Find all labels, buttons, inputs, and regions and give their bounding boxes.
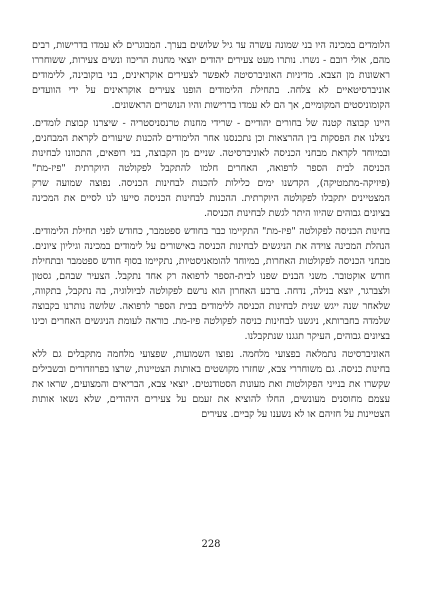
body-text — [32, 38, 390, 422]
paragraph: הלומדים במכינה היו בני שמונה עשרה עד גיל שלושים בערך. המבוגרים לא עמדו בדרישות, רבים מהם, אולי רובם - נשרו. נותרו מעט צעירים יהודים יוצאי מחנות הריכוז ונשים צעירות, ששוחררו ראשונות מן הצבא. מדיניות האוניברסיטה לאפשר לצעירים אוקראינים, בני בוקובינה, ללימודים אוניברסיטאיים לא צלחה. בתחילת הלימודים הופנו צעירים אוקראינים על ידי הוועדים הקומוניסטים המקומיים, אך הם לא עמדו בדרישות והיו הנושרים הראשונים. — [32, 40, 390, 111]
paragraph: האוניברסיטה נתמלאה בפצועי מלחמה. נפוצו השמועות, שפצועי מלחמה מתקבלים גם ללא בחינות כניסה. גם משוחררי צבא, שחזרו מקושטים באותות הצטיינות, שרצו בפרוזדורים ובשבילים שקשרו את בנייני הפקולטות ואת מעונות הסטודנטים. יוצאי צבא, הבריאים והמצועים, שראו את עצמם מחוסנים מעונשים, החלו להוציא את זעמם על צעירים היהודים, שלא נשאו אותות הצטיינות על חזיהם או לא נשענו על קביים. צעירים — [32, 349, 390, 420]
page-number: 228 — [201, 539, 221, 550]
paragraph: בחינות הכניסה לפקולטה "פיז-מת" התקיימו כבר בחודש ספטמבר, כחודש לפני תחילת הלימודים. הנהלת המכינה צוידה את הניגשים לבחינות הכניסה באישורים על לימודים במכינה וגיליון ציונים. מבחני הכניסה לפקולטות האחרות, במיוחד להומאניסטיות, נתקיימו בסוף חודש ספטמבר ובתחילת חודש אוקטובר. משני הבנים שפנו לבית-הספר לרפואה רק אחד נתקבל. הצעיר שבהם, גסטון ולצברגר, יוצא בנילה, נדחה. ברבע האחרון הוא נרשם לפקולטה לביולוגיה, בה נתקבל, בתקווה, שלאחר שנה ייגש שנית לבחינות הכניסה ללימודים בבית הספר לרפואה. שלושה נותרנו בקבוצה שלמדה בחברותא, ניגשנו לבחינות כניסה לפקולטה פיז-מת. כוראה לעומת הניגשים האחרים וכינו בציונים גבוהים, העיקר תגגנו שנתקבלנו. — [32, 226, 390, 342]
paragraph: היינו קבוצה קטנה של בחורים יהודיים - שרידי מחנות טרנסניסטריה - שיצרנו קבוצת לומדים. ניצלנו את הפסקות בין ההרצאות וכן נתכנסנו אחר הלימודים להכנות שיעורים לקראת המבחנים, ובמיוחד לקראת מבחני הכניסה לאוניברסיטה. שניים מן הקבוצה, בני רופאים, התכוונו לבחינות הכניסה לבית הספר לרפואה, האחרים חלמו להתקבל לפקולטה היוקרתית "פיז-מת" (פיזיקה-מתמטיקה), הקדשנו ימים כלילות להכנות לבחינות הכניסה. נפוצה שמועה שרק המצטיינים יתקבלו לפקולטה היוקרתית. ההכנות לבחינות הכניסה סייעו לנו לסיים את המכינה בציונים גבוהים שהיוו היתר לגשת לבחינות הכניסה. — [32, 118, 390, 219]
